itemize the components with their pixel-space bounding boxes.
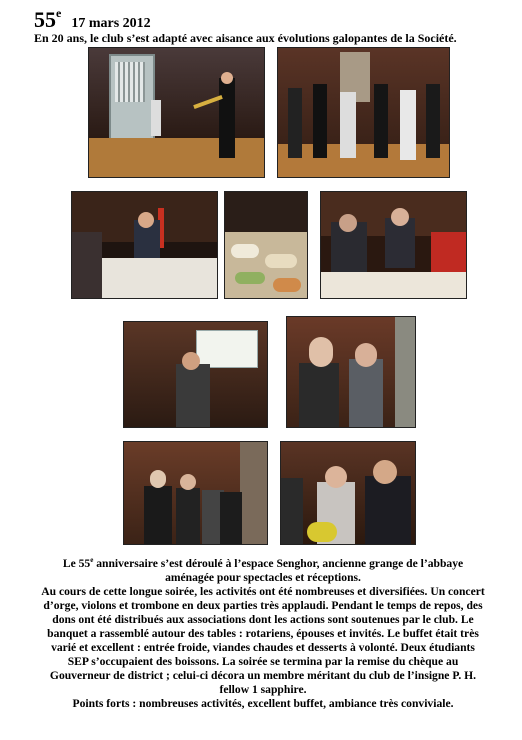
event-date: 17 mars 2012 xyxy=(71,16,151,31)
page-subtitle: En 20 ans, le club s’est adapté avec aisance aux évolutions galopantes de la Société. xyxy=(34,31,457,45)
photo-bouquet xyxy=(280,441,416,545)
anniversary-number: 55e xyxy=(34,6,62,32)
photo-banquet-left xyxy=(71,191,218,299)
highlights-paragraph: Points forts : nombreuses activités, excellent buffet, ambiance très conviviale. xyxy=(72,696,454,710)
photo-banquet-right xyxy=(320,191,467,299)
photo-cheque xyxy=(123,321,268,428)
photo-pin-award xyxy=(286,316,416,428)
photo-buffet xyxy=(224,191,308,299)
article-body xyxy=(40,553,486,711)
page-header xyxy=(34,6,151,33)
photo-men-group xyxy=(123,441,268,545)
main-paragraph: Au cours de cette longue soirée, les activités ont été nombreuses et diversifiées. Un concert d’orge, violons et trombone en deux parties très applaudi. Pendant le temps de repos, des dons ont été distribués aux associations dont les actions sont soutenues par le club. Le banquet a rassemblé autour des tables : rotariens, épouses et invités. Le buffet était très varié et excellent : entrée froide, viandes chaudes et desserts à volonté. Deux étudiants SEP s’occupaient des boissons. La soirée se termina par la remise du chèque au Gouverneur de district ; celui-ci décora un membre méritant du club de l’insigne P. H. fellow 1 sapphire. xyxy=(41,584,485,696)
intro-paragraph: Le 55e anniversaire s’est déroulé à l’espace Senghor, ancienne grange de l’abbaye aménagée pour spectacles et réceptions. xyxy=(62,556,464,584)
photo-group-stage xyxy=(277,47,450,178)
photo-concert xyxy=(88,47,265,178)
